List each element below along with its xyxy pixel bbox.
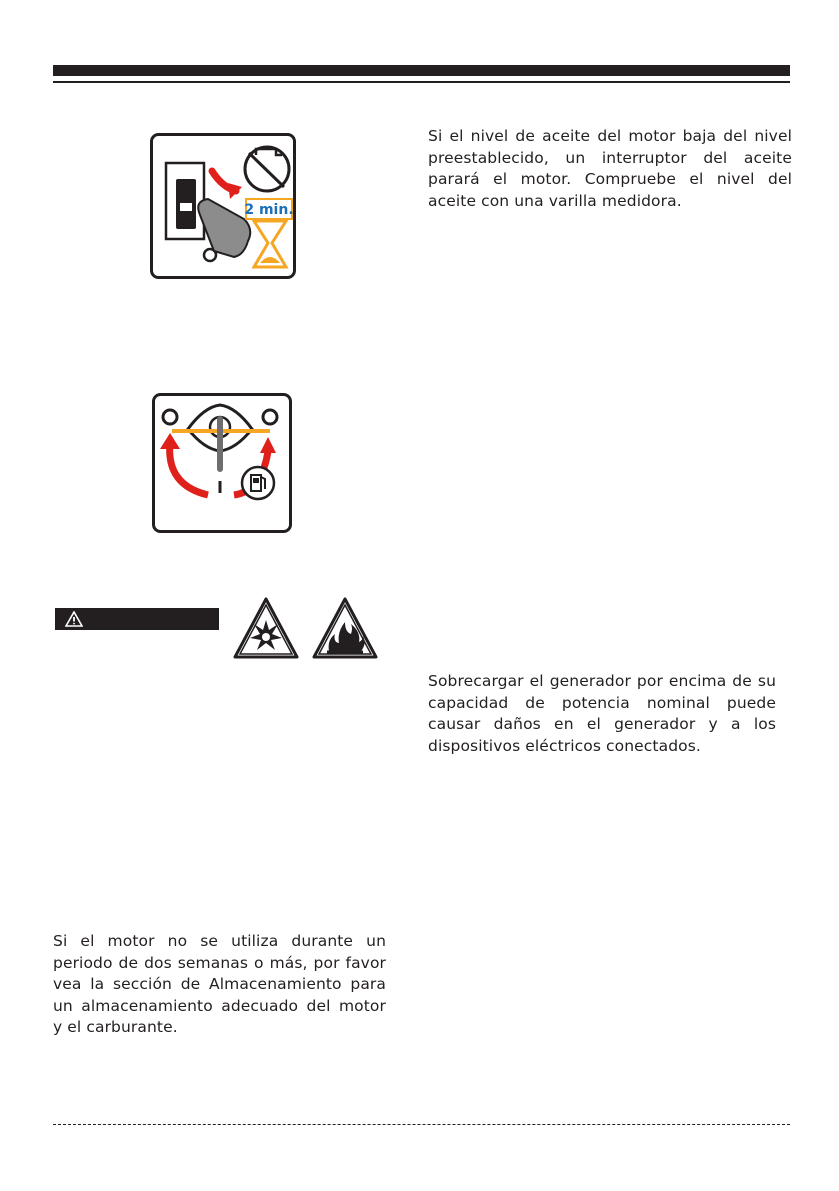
fuel-valve-illustration	[152, 393, 292, 533]
warning-label	[55, 608, 219, 630]
fire-hazard-icon	[311, 596, 379, 661]
oil-shutdown-text: Si el nivel de aceite del motor baja del nivel preestablecido, un interruptor del aceite parará el motor. Compruebe el nivel del aceite con una varilla medidora.	[428, 127, 792, 210]
engine-off-icon	[245, 147, 289, 191]
footer-dashed-rule	[53, 1124, 790, 1125]
header-bar	[53, 65, 790, 76]
fuel-pump-icon	[242, 467, 274, 499]
storage-text: Si el motor no se utiliza durante un periodo de dos semanas o más, por favor vea la sección de Almacenamiento para un almacenamiento adecuado del motor y el carburante.	[53, 932, 386, 1036]
overload-text: Sobrecargar el generador por encima de su capacidad de potencia nominal puede causar daños en el generador y a los dispositivos eléctricos conectados.	[428, 672, 776, 755]
engine-switch-illustration	[150, 133, 296, 279]
explosion-hazard-icon	[232, 596, 300, 661]
header-rule	[53, 81, 790, 83]
timer-badge: 2 min.	[244, 202, 294, 218]
warning-triangle-icon	[65, 611, 83, 627]
